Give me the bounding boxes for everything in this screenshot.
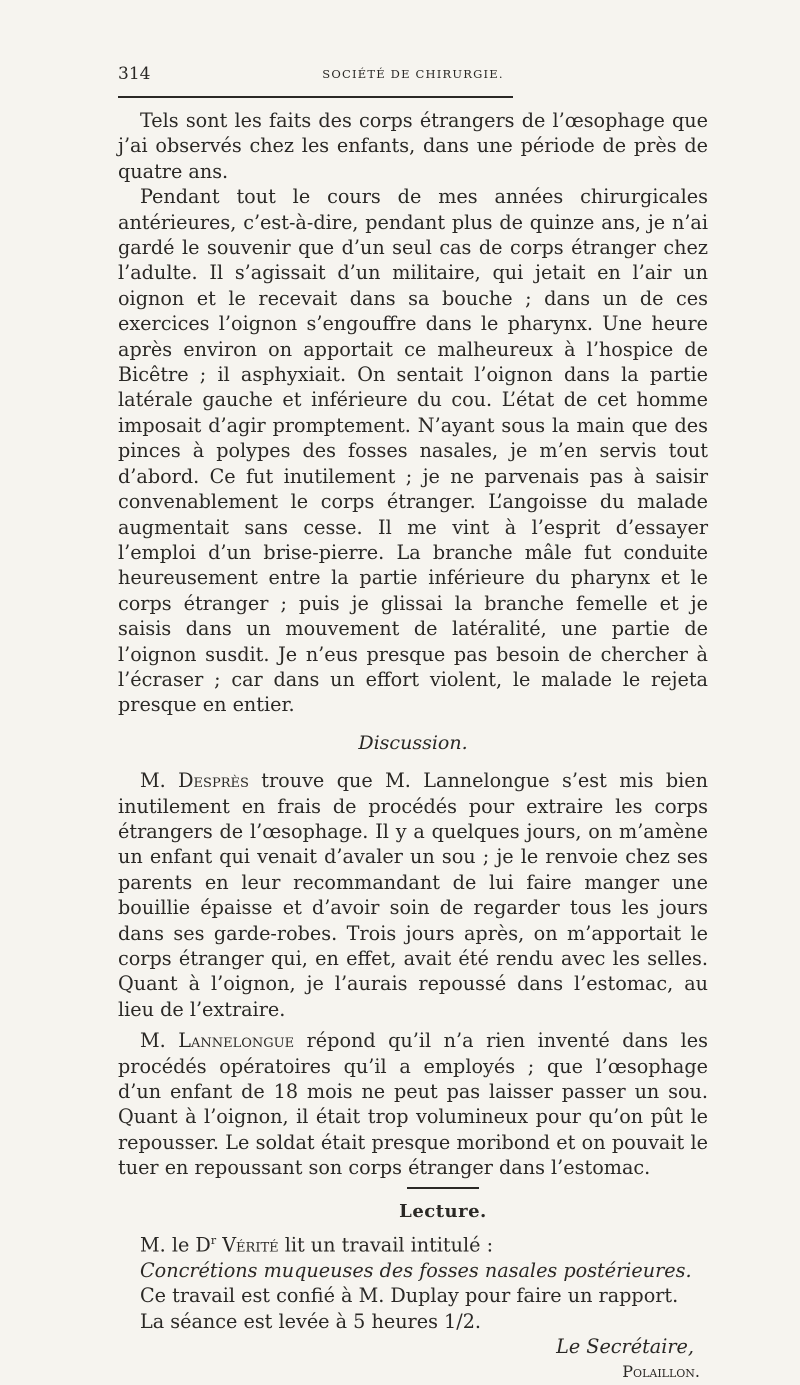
lecture-author-name: Vérité <box>216 1233 279 1257</box>
lannelongue-paragraph <box>118 1028 708 1180</box>
body-text <box>118 108 708 1385</box>
lecture-intro-prefix: M. le D <box>140 1233 211 1257</box>
section-rule <box>407 1187 479 1189</box>
despres-text: trouve que M. Lannelongue s’est mis bien inutilement en frais de procédés pour extraire les corps étrangers de l’œsophage. Il y a quelques jours, on m’amène un enfant qui venait d’avaler un sou ; je le renvoie chez ses parents en leur recommandant de lui faire manger une bouillie épaisse et d’avoir soin de regarder tous les jours dans ses garde-robes. Trois jours après, on m’apportait le corps étranger qui, en effet, avait été rendu avec les selles. Quant à l’oignon, je l’aurais repoussé dans l’estomac, au lieu de l’extraire. <box>118 769 708 1021</box>
lecture-assignment: Ce travail est confié à M. Duplay pour faire un rapport. <box>140 1284 679 1308</box>
page-header <box>118 64 708 88</box>
signature-role: Le Secrétaire, <box>556 1335 694 1359</box>
despres-name: M. Desprès <box>140 769 249 793</box>
running-head: SOCIÉTÉ DE CHIRURGIE. <box>322 67 504 81</box>
lecture-title: Lecture. <box>399 1200 487 1222</box>
despres-paragraph <box>118 768 708 1022</box>
lecture-intro <box>118 1228 708 1258</box>
lecture-work-title: Concrétions muqueuses des fosses nasales postérieures. <box>140 1258 692 1282</box>
lannelongue-name: M. Lannelongue <box>140 1029 295 1053</box>
session-closing: La séance est levée à 5 heures 1/2. <box>140 1309 481 1333</box>
page-number: 314 <box>118 64 151 84</box>
header-rule <box>118 96 513 98</box>
lecture-intro-suffix: lit un travail intitulé : <box>278 1233 494 1257</box>
paragraph-1: Tels sont les faits des corps étrangers de l’œsophage que j’ai observés chez les enfants, dans une période de près de quatre ans. <box>118 109 708 183</box>
signature-name: Polaillon. <box>622 1362 700 1382</box>
lecture-intro-sup: r <box>210 1234 217 1248</box>
discussion-title: Discussion. <box>358 731 468 754</box>
paragraph-2: Pendant tout le cours de mes années chirurgicales antérieures, c’est-à-dire, pendant plus de quinze ans, je n’ai gardé le souvenir que d’un seul cas de corps étranger chez l’adulte. Il s’agissait d’un militaire, qui jetait en l’air un oignon et le recevait dans sa bouche ; dans un de ces exercices l’oignon s’engouffre dans le pharynx. Une heure après environ on apportait ce malheureux à l’hospice de Bicêtre ; il asphyxiait. On sentait l’oignon dans la partie latérale gauche et inférieure du cou. L’état de cet homme imposait d’agir promptement. N’ayant sous la main que des pinces à polypes des fosses nasales, je m’en servis tout d’abord. Ce fut inutilement ; je ne parvenais pas à saisir convenablement le corps étranger. L’angoisse du malade augmentait sans cesse. Il me vint à l’esprit d’essayer l’emploi d’un brise-pierre. La branche mâle fut conduite heureusement entre la partie inférieure du pharynx et le corps étranger ; puis je glissai la branche femelle et je saisis dans un mouvement de latéralité, une partie de l’oignon susdit. Je n’eus presque pas besoin de chercher à l’écraser ; car dans un effort violent, le malade le rejeta presque en entier. <box>118 185 708 717</box>
lannelongue-text: répond qu’il n’a rien inventé dans les procédés opératoires qu’il a employés ; que l’œsophage d’un enfant de 18 mois ne peut pas laisser passer un sou. Quant à l’oignon, il était trop volumineux pour qu’on pût le repousser. Le soldat était presque moribond et on pouvait le tuer en repoussant son corps étranger dans l’estomac. <box>118 1029 708 1180</box>
